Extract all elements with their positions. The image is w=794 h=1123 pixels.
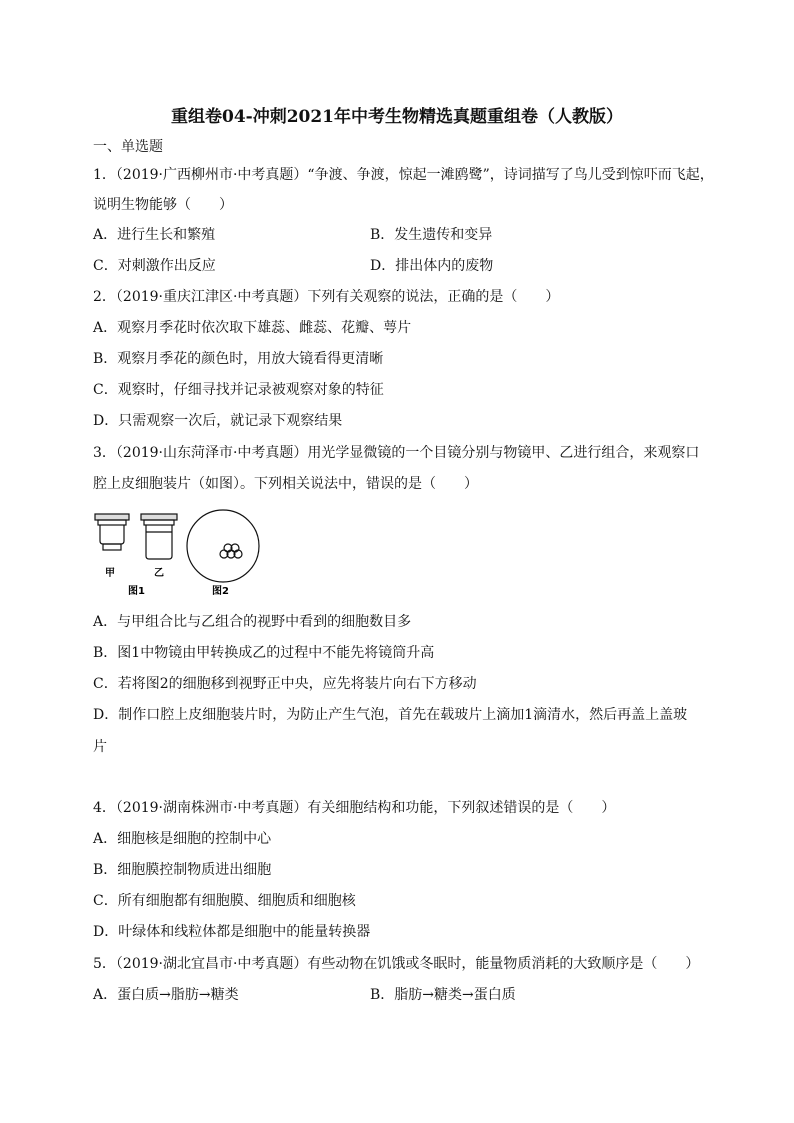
question-1-option-c: C．对刺激作出反应: [93, 258, 216, 274]
question-1-stem: 1．（2019·广西柳州市·中考真题）“争渡、争渡，惊起一滩鸥鹭”，诗词描写了鸟儿受到惊吓而飞起，: [93, 167, 714, 183]
question-2-stem: 2．（2019·重庆江津区·中考真题）下列有关观察的说法，正确的是（ ）: [93, 289, 560, 305]
question-2-option-a: A．观察月季花时依次取下雄蕊、雌蕊、花瓣、萼片: [93, 320, 412, 336]
objective-lens-jia: [95, 514, 129, 550]
question-1-option-a: A．进行生长和繁殖: [93, 227, 216, 243]
question-4-option-a: A．细胞核是细胞的控制中心: [93, 831, 272, 847]
question-1-option-b: B．发生遗传和变异: [370, 227, 493, 243]
microscope-figure: [90, 508, 260, 604]
figure-label-yi: 乙: [154, 568, 164, 579]
question-4-stem: 4．（2019·湖南株洲市·中考真题）有关细胞结构和功能，下列叙述错误的是（ ）: [93, 800, 616, 816]
question-5-stem: 5．（2019·湖北宜昌市·中考真题）有些动物在饥饿或冬眠时，能量物质消耗的大致顺序是（ ）: [93, 956, 700, 972]
question-3-option-a: A．与甲组合比与乙组合的视野中看到的细胞数目多: [93, 614, 412, 630]
question-3-option-c: C．若将图2的细胞移到视野正中央，应先将装片向右下方移动: [93, 676, 477, 692]
section-heading: 一、单选题: [93, 139, 163, 155]
question-4-option-d: D．叶绿体和线粒体都是细胞中的能量转换器: [93, 924, 371, 940]
question-5-option-a: A．蛋白质→脂肪→糖类: [93, 987, 239, 1003]
question-1-stem-cont: 说明生物能够（ ）: [93, 197, 233, 213]
question-2-option-d: D．只需观察一次后，就记录下观察结果: [93, 413, 343, 429]
question-5-option-b: B．脂肪→糖类→蛋白质: [370, 987, 516, 1003]
question-3-option-d: D．制作口腔上皮细胞装片时，为防止产生气泡，首先在载玻片上滴加1滴清水，然后再盖上盖玻: [93, 707, 688, 723]
figure-label-fig1: 图1: [128, 586, 145, 597]
question-3-stem-cont: 腔上皮细胞装片（如图）。下列相关说法中，错误的是（ ）: [93, 476, 478, 492]
figure-label-jia: 甲: [105, 568, 115, 579]
question-3-option-b: B．图1中物镜由甲转换成乙的过程中不能先将镜筒升高: [93, 645, 435, 661]
figure-label-fig2: 图2: [212, 586, 229, 597]
objective-lens-yi: [141, 514, 177, 559]
question-3-stem: 3．（2019·山东菏泽市·中考真题）用光学显微镜的一个目镜分别与物镜甲、乙进行组合，来观察口: [93, 445, 700, 461]
question-2-option-b: B．观察月季花的颜色时，用放大镜看得更清晰: [93, 351, 384, 367]
question-1-option-d: D．排出体内的废物: [370, 258, 494, 274]
field-of-view-circle: [187, 510, 259, 582]
question-4-option-c: C．所有细胞都有细胞膜、细胞质和细胞核: [93, 893, 356, 909]
question-2-option-c: C．观察时，仔细寻找并记录被观察对象的特征: [93, 382, 384, 398]
page-title: 重组卷04-冲刺2021年中考生物精选真题重组卷（人教版）: [170, 107, 624, 127]
question-3-option-d-cont: 片: [93, 739, 107, 755]
question-4-option-b: B．细胞膜控制物质进出细胞: [93, 862, 272, 878]
